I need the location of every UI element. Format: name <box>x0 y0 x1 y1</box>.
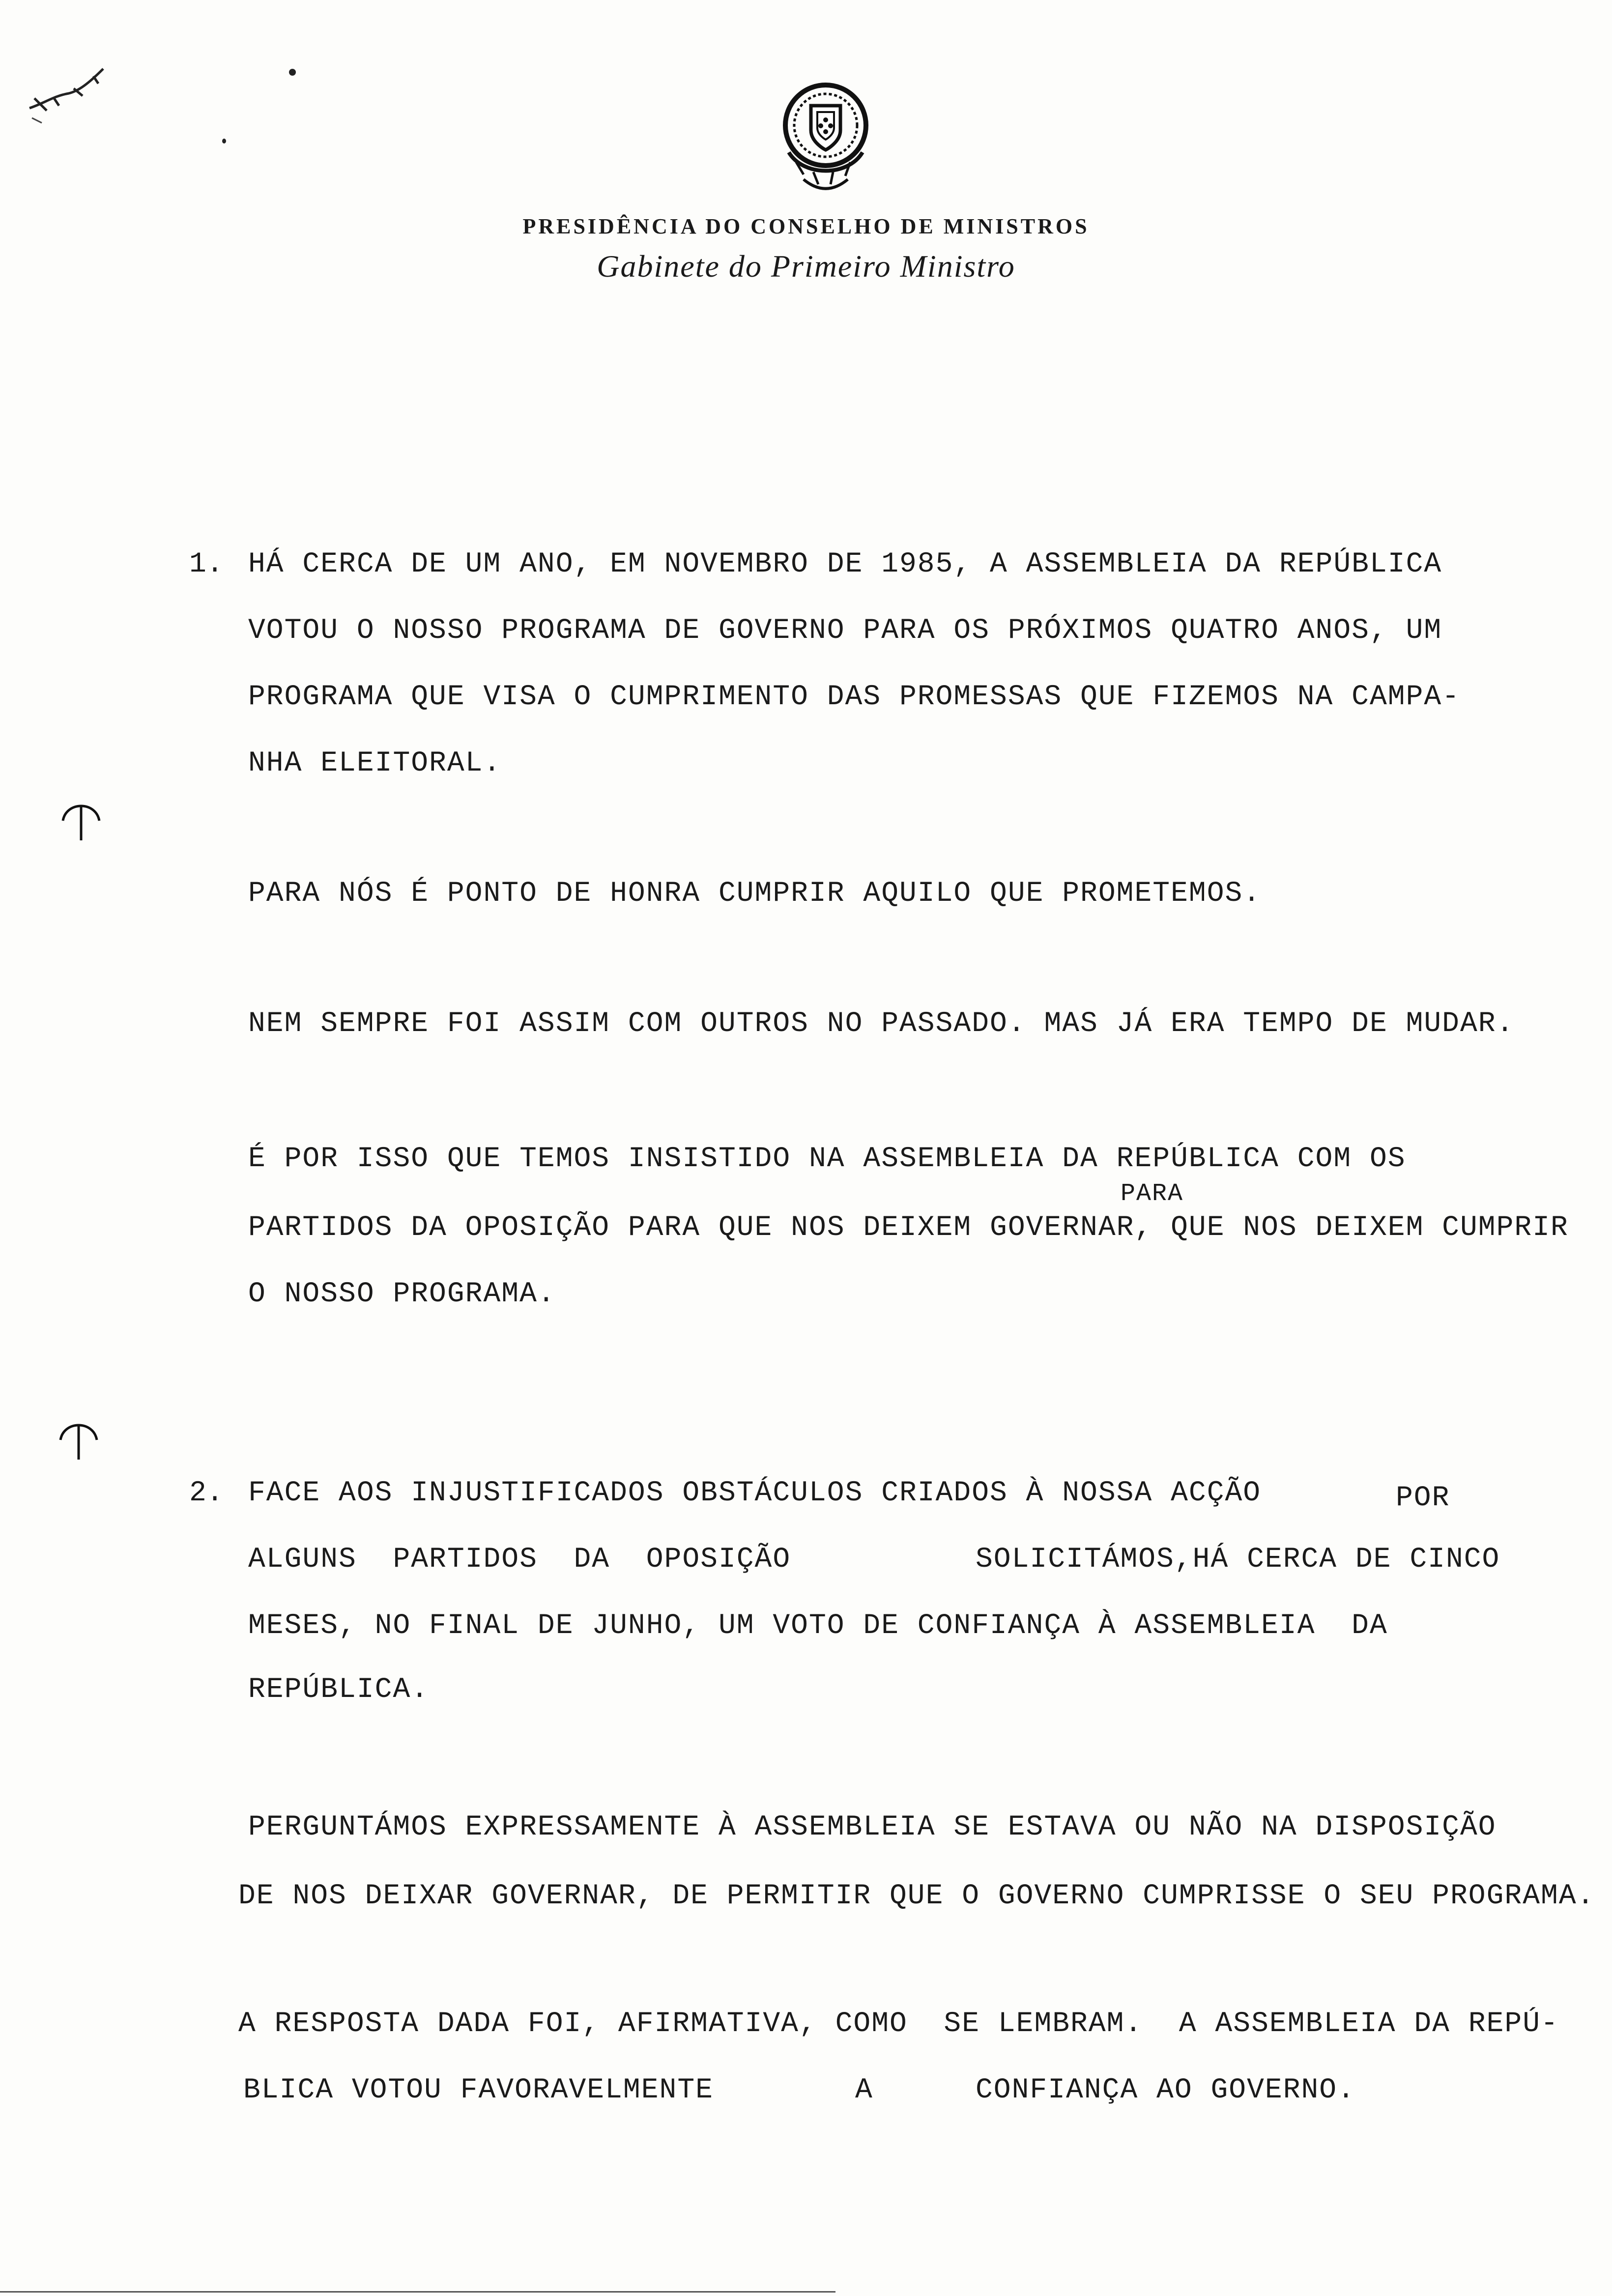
section-2-line-2-end: SOLICITÁMOS,HÁ CERCA DE CINCO <box>976 1544 1500 1576</box>
section-1-insertion: PARA <box>1121 1180 1184 1208</box>
margin-mark-icon <box>59 791 103 845</box>
section-2-paragraph-3-line-2-end: CONFIANÇA AO GOVERNO. <box>976 2074 1355 2106</box>
section-2-line-2-start: ALGUNS PARTIDOS DA OPOSIÇÃO <box>248 1544 791 1576</box>
section-2-paragraph-2-line-2: DE NOS DEIXAR GOVERNAR, DE PERMITIR QUE O GOVERNO CUMPRISSE O SEU PROGRAMA. <box>238 1880 1595 1912</box>
scan-edge-line <box>0 2291 835 2293</box>
letterhead-organization: PRESIDÊNCIA DO CONSELHO DE MINISTROS <box>522 214 1090 238</box>
section-1-paragraph-3: NEM SEMPRE FOI ASSIM COM OUTROS NO PASSADO. MAS JÁ ERA TEMPO DE MUDAR. <box>248 1008 1515 1040</box>
section-1-paragraph-4-line-1: É POR ISSO QUE TEMOS INSISTIDO NA ASSEMBLEIA DA REPÚBLICA COM OS <box>248 1143 1406 1175</box>
section-2-number: 2. <box>189 1477 224 1509</box>
section-1-paragraph-4-line-2: PARTIDOS DA OPOSIÇÃO PARA QUE NOS DEIXEM GOVERNAR, QUE NOS DEIXEM CUMPRIR <box>248 1212 1569 1244</box>
section-1-line-3: PROGRAMA QUE VISA O CUMPRIMENTO DAS PROMESSAS QUE FIZEMOS NA CAMPA- <box>248 681 1460 713</box>
section-2-paragraph-3-line-2-middle: A <box>855 2074 873 2106</box>
margin-mark-icon <box>57 1410 101 1464</box>
section-1-paragraph-4-line-3: O NOSSO PROGRAMA. <box>248 1278 556 1310</box>
section-2-paragraph-2-line-1: PERGUNTÁMOS EXPRESSAMENTE À ASSEMBLEIA SE ESTAVA OU NÃO NA DISPOSIÇÃO <box>248 1811 1497 1843</box>
section-1-number: 1. <box>189 548 224 580</box>
section-1-line-2: VOTOU O NOSSO PROGRAMA DE GOVERNO PARA OS PRÓXIMOS QUATRO ANOS, UM <box>248 615 1442 647</box>
section-2-line-1: FACE AOS INJUSTIFICADOS OBSTÁCULOS CRIADOS À NOSSA ACÇÃO <box>248 1477 1262 1509</box>
ink-speck <box>289 69 296 76</box>
section-1-line-4: NHA ELEITORAL. <box>248 747 502 779</box>
section-1-line-1: HÁ CERCA DE UM ANO, EM NOVEMBRO DE 1985, A ASSEMBLEIA DA REPÚBLICA <box>248 548 1442 580</box>
section-2-line-3: MESES, NO FINAL DE JUNHO, UM VOTO DE CONFIANÇA À ASSEMBLEIA DA <box>248 1610 1388 1642</box>
section-1-paragraph-2: PARA NÓS É PONTO DE HONRA CUMPRIR AQUILO QUE PROMETEMOS. <box>248 878 1262 910</box>
section-2-paragraph-3-line-1: A RESPOSTA DADA FOI, AFIRMATIVA, COMO SE LEMBRAM. A ASSEMBLEIA DA REPÚ- <box>238 2008 1559 2040</box>
handwritten-scribble <box>25 49 123 128</box>
section-2-line-4: REPÚBLICA. <box>248 1674 430 1706</box>
section-2-line-1-tail: POR <box>1396 1482 1450 1514</box>
ink-speck <box>222 139 226 144</box>
coat-of-arms-icon <box>774 79 877 197</box>
section-2-paragraph-3-line-2-start: BLICA VOTOU FAVORAVELMENTE <box>243 2074 714 2106</box>
letterhead-department: Gabinete do Primeiro Ministro <box>597 249 1015 284</box>
